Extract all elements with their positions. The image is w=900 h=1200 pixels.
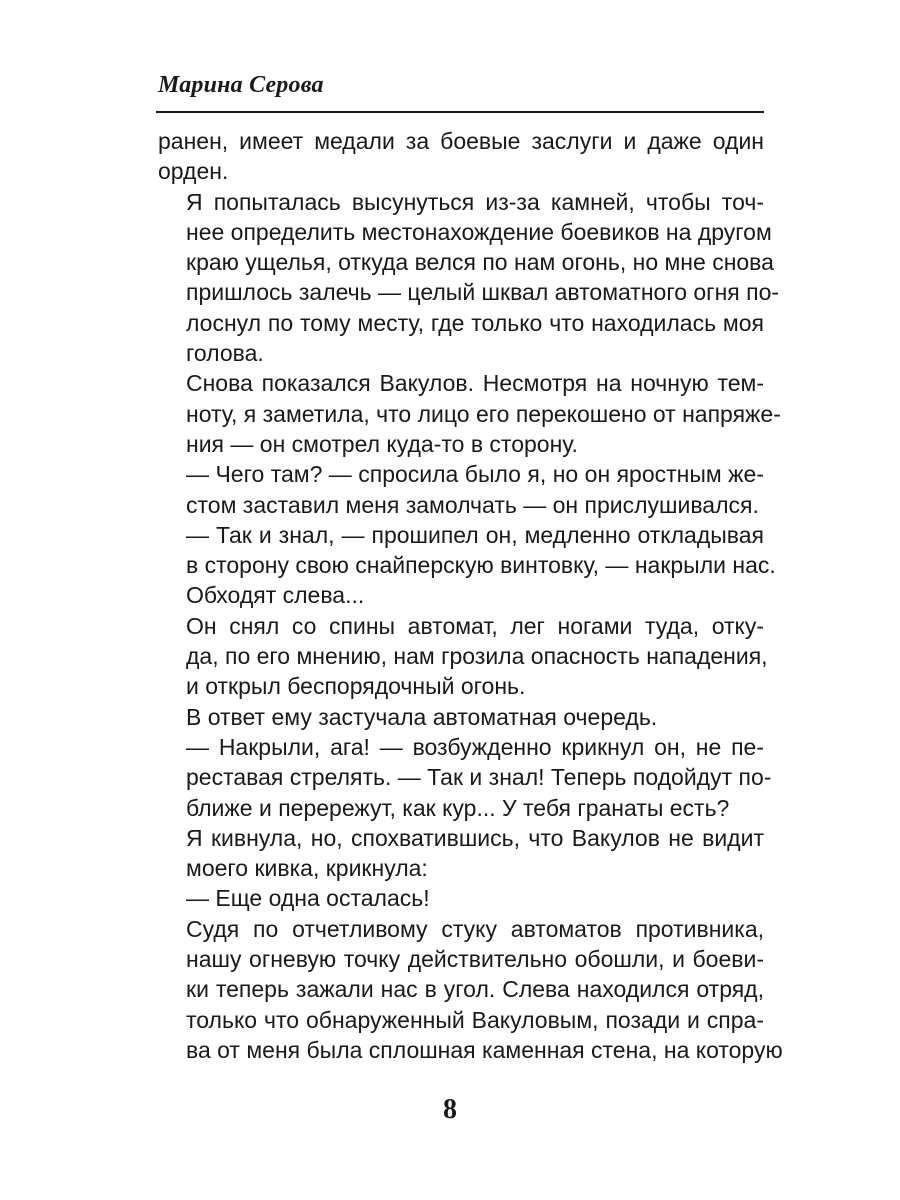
text-line: Я попыталась высунуться из-за камней, чтобы точ- bbox=[186, 188, 764, 215]
text-line: да, по его мнению, нам грозила опасность нападения, bbox=[186, 643, 768, 670]
paragraph bbox=[158, 611, 768, 702]
text-line: лоснул по тому месту, где только что находилась моя bbox=[186, 309, 764, 336]
text-line: моего кивка, крикнула: bbox=[186, 855, 428, 882]
text-line: ки теперь зажали нас в угол. Слева находился отряд, bbox=[186, 976, 764, 1003]
text-line: ния — он смотрел куда-то в сторону. bbox=[186, 430, 578, 457]
paragraph bbox=[158, 914, 783, 1065]
text-line: голова. bbox=[186, 340, 264, 367]
text-line: реставая стрелять. — Так и знал! Теперь подойдут по- bbox=[186, 764, 772, 791]
text-line: ноту, я заметила, что лицо его перекошено от напряже- bbox=[186, 400, 781, 427]
text-line: краю ущелья, откуда велся по нам огонь, но мне снова bbox=[186, 249, 774, 276]
paragraph bbox=[158, 823, 764, 884]
text-line: только что обнаруженный Вакуловым, позади и спра- bbox=[186, 1006, 764, 1033]
paragraph bbox=[158, 459, 764, 520]
text-line: в сторону свою снайперскую винтовку, — накрыли нас. bbox=[186, 552, 776, 579]
paragraph bbox=[158, 126, 764, 187]
paragraph bbox=[158, 187, 780, 369]
paragraph bbox=[158, 520, 776, 611]
paragraph bbox=[158, 702, 764, 732]
page-number: 8 bbox=[443, 1094, 457, 1125]
text-line: Обходят слева... bbox=[186, 582, 365, 609]
text-line: нее определить местонахождение боевиков на другом bbox=[186, 218, 772, 245]
text-line: ва от меня была сплошная каменная стена, на которую bbox=[186, 1036, 783, 1063]
header-rule bbox=[156, 111, 764, 113]
text-line: В ответ ему застучала автоматная очередь. bbox=[186, 703, 658, 730]
text-line: Он снял со спины автомат, лег ногами туда, отку- bbox=[186, 612, 764, 639]
text-line: ближе и перережут, как кур... У тебя гранаты есть? bbox=[186, 794, 730, 821]
text-line: орден. bbox=[158, 158, 229, 185]
body-text bbox=[158, 126, 783, 1065]
text-line: и открыл беспорядочный огонь. bbox=[186, 673, 526, 700]
text-line: Снова показался Вакулов. Несмотря на ночную тем- bbox=[186, 370, 764, 397]
text-line: Судя по отчетливому стуку автоматов противника, bbox=[186, 915, 764, 942]
running-head-author: Марина Серова bbox=[158, 72, 324, 98]
paragraph bbox=[158, 368, 781, 459]
text-line: — Накрыли, ага! — возбужденно крикнул он, не пе- bbox=[186, 733, 764, 760]
paragraph bbox=[158, 732, 772, 823]
text-line: стом заставил меня замолчать — он прислушивался. bbox=[186, 491, 759, 518]
text-line: — Чего там? — спросила было я, но он яростным же- bbox=[186, 461, 764, 488]
text-line: нашу огневую точку действительно обошли, и боеви- bbox=[186, 946, 764, 973]
text-line: Я кивнула, но, спохватившись, что Вакулов не видит bbox=[186, 824, 764, 851]
text-line: ранен, имеет медали за боевые заслуги и даже один bbox=[158, 128, 764, 154]
paragraph bbox=[158, 883, 764, 913]
text-line: пришлось залечь — целый шквал автоматного огня по- bbox=[186, 279, 780, 306]
text-line: — Так и знал, — прошипел он, медленно откладывая bbox=[186, 521, 764, 548]
text-line: — Еще одна осталась! bbox=[186, 885, 430, 912]
